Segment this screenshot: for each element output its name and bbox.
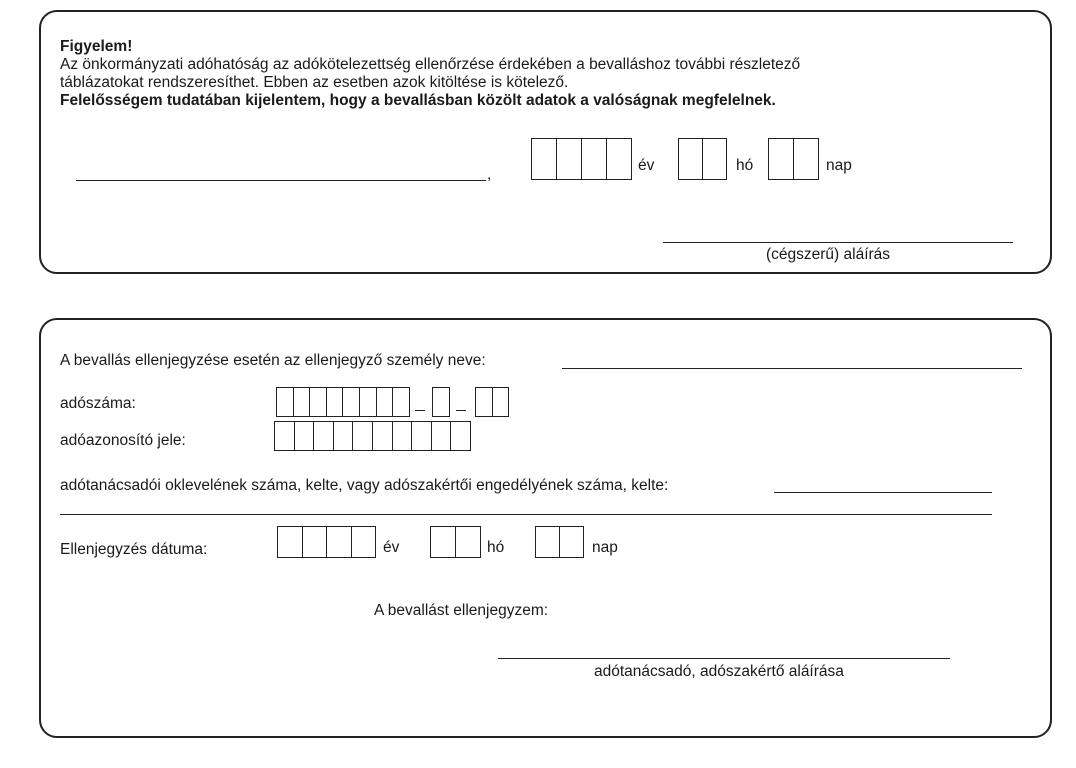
- tax-number-county-boxes[interactable]: [475, 387, 509, 417]
- tax-number-separator: [415, 410, 425, 411]
- year-digit-box[interactable]: [278, 527, 303, 557]
- tax-id-digit-box[interactable]: [373, 422, 393, 450]
- tax-id-boxes[interactable]: [274, 421, 471, 451]
- warning-title: Figyelem!: [60, 38, 133, 55]
- tax-id-digit-box[interactable]: [412, 422, 432, 450]
- countersign-month-boxes[interactable]: [430, 526, 481, 558]
- month-digit-box[interactable]: [456, 527, 481, 557]
- day-label: nap: [826, 157, 852, 174]
- day-digit-box[interactable]: [536, 527, 560, 557]
- place-comma: ,: [487, 166, 492, 183]
- tax-number-digit-box[interactable]: [343, 388, 360, 416]
- tax-number-digit-box[interactable]: [493, 388, 510, 416]
- certificate-continuation-line[interactable]: [60, 514, 992, 515]
- year-digit-box[interactable]: [327, 527, 352, 557]
- tax-number-digit-box[interactable]: [327, 388, 344, 416]
- year-digit-box[interactable]: [582, 139, 607, 179]
- tax-id-digit-box[interactable]: [353, 422, 373, 450]
- tax-id-digit-box[interactable]: [334, 422, 354, 450]
- tax-number-digit-box[interactable]: [433, 388, 450, 416]
- declaration-month-boxes[interactable]: [678, 138, 727, 180]
- place-input-line[interactable]: [76, 180, 486, 181]
- day-digit-box[interactable]: [560, 527, 584, 557]
- tax-id-digit-box[interactable]: [295, 422, 315, 450]
- month-digit-box[interactable]: [431, 527, 456, 557]
- tax-id-label: adóazonosító jele:: [60, 432, 186, 449]
- tax-number-digit-box[interactable]: [476, 388, 493, 416]
- advisor-signature-line[interactable]: [498, 658, 950, 659]
- declaration-day-boxes[interactable]: [768, 138, 819, 180]
- tax-id-digit-box[interactable]: [275, 422, 295, 450]
- tax-id-digit-box[interactable]: [393, 422, 413, 450]
- advisor-signature-caption: adótanácsadó, adószakértő aláírása: [594, 663, 844, 680]
- certificate-line[interactable]: [774, 492, 992, 493]
- countersign-day-boxes[interactable]: [535, 526, 584, 558]
- tax-number-digit-box[interactable]: [360, 388, 377, 416]
- day-digit-box[interactable]: [769, 139, 794, 179]
- countersigner-name-line[interactable]: [562, 368, 1022, 369]
- year-digit-box[interactable]: [352, 527, 377, 557]
- tax-id-digit-box[interactable]: [432, 422, 452, 450]
- year-digit-box[interactable]: [607, 139, 632, 179]
- countersign-year-boxes[interactable]: [277, 526, 376, 558]
- warning-text-line2: táblázatokat rendszeresíthet. Ebben az esetben azok kitöltése is kötelező.: [60, 74, 569, 91]
- signature-line[interactable]: [663, 242, 1013, 243]
- day-digit-box[interactable]: [794, 139, 819, 179]
- year-label: év: [638, 157, 655, 174]
- declaration-statement: Felelősségem tudatában kijelentem, hogy a bevallásban közölt adatok a valóságnak megfelelnek.: [60, 92, 776, 109]
- certificate-label: adótanácsadói oklevelének száma, kelte, vagy adószakértői engedélyének száma, kelte:: [60, 477, 669, 494]
- tax-number-label: adószáma:: [60, 395, 136, 412]
- tax-number-digit-box[interactable]: [294, 388, 311, 416]
- tax-number-digit-box[interactable]: [310, 388, 327, 416]
- month-label: hó: [736, 157, 754, 174]
- countersigner-name-label: A bevallás ellenjegyzése esetén az ellenjegyző személy neve:: [60, 352, 486, 369]
- countersign-day-label: nap: [592, 539, 618, 556]
- year-digit-box[interactable]: [303, 527, 328, 557]
- tax-number-vat-box[interactable]: [432, 387, 450, 417]
- countersign-month-label: hó: [487, 539, 505, 556]
- tax-number-separator: [456, 410, 466, 411]
- tax-number-digit-box[interactable]: [393, 388, 410, 416]
- declaration-year-boxes[interactable]: [531, 138, 632, 180]
- countersign-year-label: év: [383, 539, 400, 556]
- signature-caption: (cégszerű) aláírás: [766, 246, 891, 263]
- tax-number-main-boxes[interactable]: [276, 387, 410, 417]
- tax-id-digit-box[interactable]: [314, 422, 334, 450]
- month-digit-box[interactable]: [679, 139, 703, 179]
- year-digit-box[interactable]: [557, 139, 582, 179]
- warning-text-line1: Az önkormányzati adóhatóság az adókötelezettség ellenőrzése érdekében a bevalláshoz további részletező: [60, 56, 801, 73]
- countersign-statement: A bevallást ellenjegyzem:: [374, 602, 549, 619]
- month-digit-box[interactable]: [703, 139, 727, 179]
- countersign-date-label: Ellenjegyzés dátuma:: [60, 541, 208, 558]
- tax-number-digit-box[interactable]: [377, 388, 394, 416]
- tax-number-digit-box[interactable]: [277, 388, 294, 416]
- tax-id-digit-box[interactable]: [451, 422, 471, 450]
- year-digit-box[interactable]: [532, 139, 557, 179]
